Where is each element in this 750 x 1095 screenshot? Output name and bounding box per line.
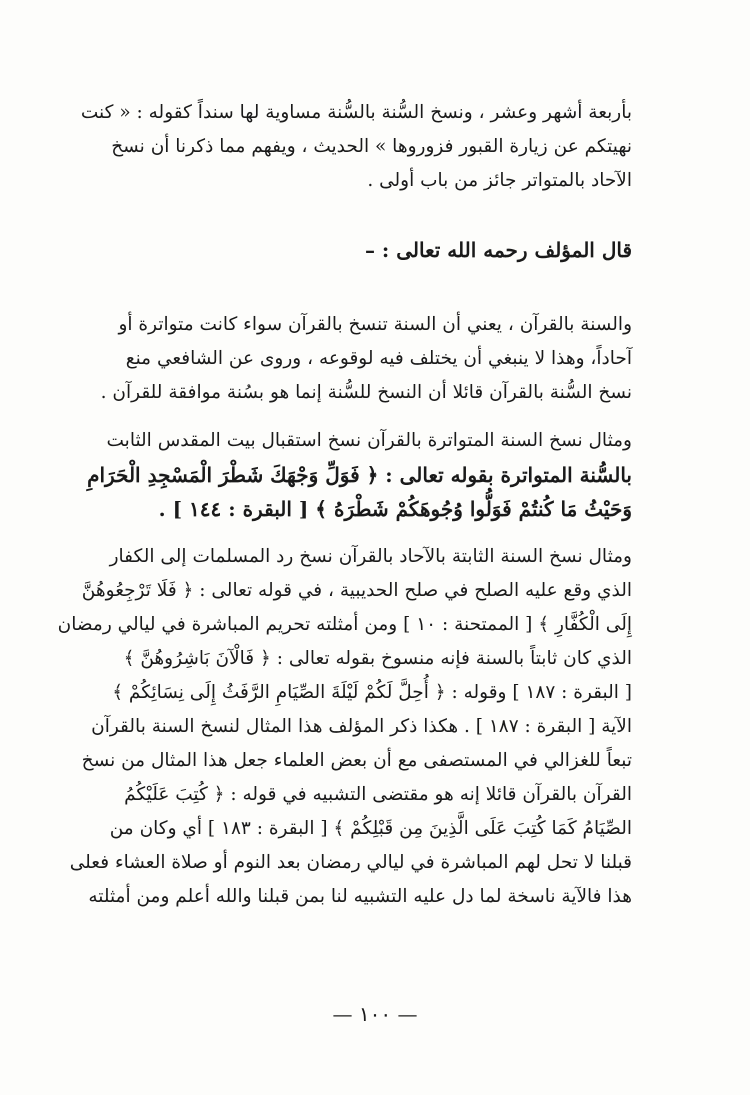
text-line: تبعاً للغزالي في المستصفى مع أن بعض العلماء جعل هذا المثال من نسخ (81, 750, 632, 771)
text-line: نهيتكم عن زيارة القبور فزوروها » الحديث ، ويفهم مما ذكرنا أن نسخ (111, 136, 632, 157)
paragraph-sunnah-by-quran (0, 308, 750, 410)
text-line: والسنة بالقرآن ، يعني أن السنة تنسخ بالقرآن سواء كانت متواترة أو (118, 314, 632, 335)
text-line: الآية [ البقرة : ١٨٧ ] . هكذا ذكر المؤلف هذا المثال لنسخ السنة بالقرآن (91, 716, 632, 737)
text-line: آحاداً، وهذا لا ينبغي أن يختلف فيه لوقوعه ، وروى عن الشافعي منع (125, 348, 632, 369)
paragraph-hudaybiyah-example (0, 540, 750, 914)
text-line: قبلنا لا تحل لهم المباشرة في ليالي رمضان بعد النوم أو صلاة العشاء فعلى (69, 852, 632, 873)
text-line: هذا فالآية ناسخة لما دل عليه التشبيه لنا بمن قبلنا والله أعلم ومن أمثلته (88, 886, 632, 907)
text-line: الذي كان ثابتاً بالسنة فإنه منسوخ بقوله تعالى : ﴿ فَالْآنَ بَاشِرُوهُنَّ ﴾ (123, 648, 632, 669)
text-line: الصِّيَامُ كَمَا كُتِبَ عَلَى الَّذِينَ مِن قَبْلِكُمْ ﴾ [ البقرة : ١٨٣ ] أي وكان من (109, 818, 632, 839)
text-line: ومثال نسخ السنة المتواترة بالقرآن نسخ استقبال بيت المقدس الثابت (106, 430, 632, 451)
section-heading: قال المؤلف رحمه الله تعالى : – (364, 238, 632, 262)
opening-paragraph (0, 96, 750, 198)
text-line: وَحَيْثُ مَا كُنتُمْ فَوَلُّوا وُجُوهَكُمْ شَطْرَهُ ﴾ [ البقرة : ١٤٤ ] . (158, 497, 632, 521)
text-line: ومثال نسخ السنة الثابتة بالآحاد بالقرآن نسخ رد المسلمات إلى الكفار (109, 546, 632, 567)
text-line: الآحاد بالمتواتر جائز من باب أولى . (367, 170, 632, 191)
text-line: بأربعة أشهر وعشر ، ونسخ السُّنة بالسُّنة مساوية لها سنداً كقوله : « كنت (80, 102, 632, 123)
text-line: الذي وقع عليه الصلح في صلح الحديبية ، في قوله تعالى : ﴿ فَلَا تَرْجِعُوهُنَّ (81, 580, 632, 601)
text-line: بالسُّنة المتواترة بقوله تعالى : ﴿ فَوَلِّ وَجْهَكَ شَطْرَ الْمَسْجِدِ الْحَرَامِ (87, 463, 632, 487)
text-line: إِلَى الْكُفَّارِ ﴾ [ الممتحنة : ١٠ ] ومن أمثلته تحريم المباشرة في ليالي رمضان (57, 614, 632, 635)
page-number: — ١٠٠ — (332, 1002, 418, 1026)
paragraph-qibla-example (0, 424, 750, 526)
text-line: القرآن بالقرآن قائلا إنه هو مقتضى التشبيه في قوله : ﴿ كُتِبَ عَلَيْكُمُ (124, 784, 632, 805)
text-line: [ البقرة : ١٨٧ ] وقوله : ﴿ أُحِلَّ لَكُمْ لَيْلَةَ الصِّيَامِ الرَّفَثُ إِلَى نِسَائِكُمْ ﴾ (112, 682, 632, 703)
text-line: نسخ السُّنة بالقرآن قائلا أن النسخ للسُّنة إنما هو بسُنة موافقة للقرآن . (100, 382, 632, 403)
